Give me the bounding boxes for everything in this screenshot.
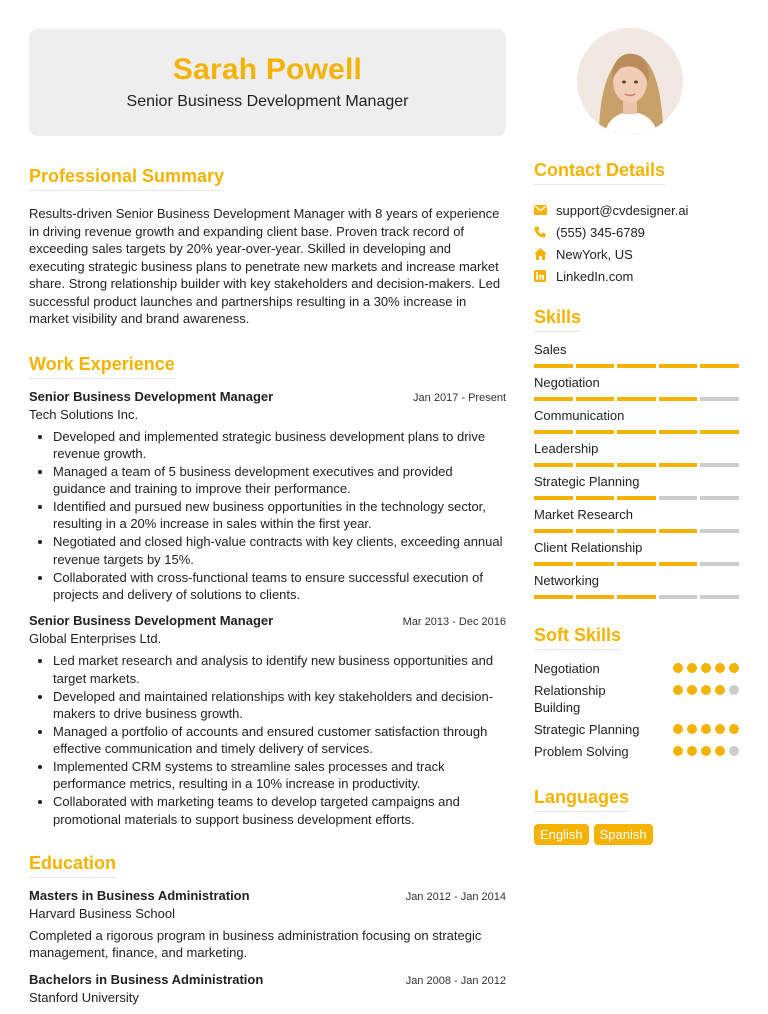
skill-level-segment	[617, 496, 656, 500]
job-bullet: Collaborated with marketing teams to develop targeted campaigns and promotional materials to support business development efforts.	[29, 793, 506, 828]
rating-dot	[715, 746, 725, 756]
soft-skill-rating	[673, 721, 739, 734]
skill-label: Sales	[534, 342, 567, 357]
education-date: Jan 2008 - Jan 2012	[405, 974, 506, 987]
skill-level-segment	[700, 397, 739, 401]
soft-skill-rating	[673, 743, 739, 756]
skill-item	[534, 408, 739, 434]
soft-skill-item	[534, 743, 739, 760]
language-badge: English	[534, 824, 589, 845]
skill-level-segment	[659, 496, 698, 500]
skill-level-segment	[659, 397, 698, 401]
job-entry	[29, 389, 506, 604]
languages-heading: Languages	[534, 787, 629, 812]
language-badge: Spanish	[594, 824, 653, 845]
education-entry	[29, 888, 506, 962]
soft-skill-rating	[673, 660, 739, 673]
skill-level-segment	[534, 364, 573, 368]
candidate-title: Senior Business Development Manager	[126, 93, 409, 110]
skill-level-segment	[617, 595, 656, 599]
contact-heading: Contact Details	[534, 160, 665, 185]
skill-level-segment	[576, 595, 615, 599]
contact-list	[534, 199, 739, 287]
contact-linkedin[interactable]	[534, 265, 739, 287]
job-bullet: Implemented CRM systems to streamline sales processes and track performance metrics, resulting in a 10% increase in productivity.	[29, 758, 506, 793]
education-date: Jan 2012 - Jan 2014	[405, 890, 506, 903]
job-bullet: Managed a team of 5 business development executives and provided guidance and training to improve their performance.	[29, 463, 506, 498]
skill-level-segment	[576, 364, 615, 368]
skill-item	[534, 441, 739, 467]
job-bullets	[29, 428, 506, 604]
skill-level-segment	[617, 463, 656, 467]
skill-level-segment	[534, 562, 573, 566]
education-description: Completed a rigorous program in business administration focusing on strategic management, finance, and marketing.	[29, 927, 482, 961]
school-name: Stanford University	[29, 989, 139, 1005]
job-title: Senior Business Development Manager	[29, 388, 274, 404]
skill-level-segment	[700, 496, 739, 500]
skill-level-segment	[659, 463, 698, 467]
degree-title: Masters in Business Administration	[29, 887, 250, 903]
skill-level-bar	[534, 463, 739, 467]
skill-level-segment	[617, 364, 656, 368]
skill-level-segment	[576, 562, 615, 566]
job-bullet: Developed and implemented strategic business development plans to drive revenue growth.	[29, 428, 506, 463]
rating-dot	[687, 746, 697, 756]
soft-skill-label: Negotiation	[534, 661, 600, 676]
rating-dot	[729, 685, 739, 695]
candidate-name: Sarah Powell	[172, 53, 363, 86]
job-company: Tech Solutions Inc.	[29, 406, 139, 422]
skill-item	[534, 573, 739, 599]
rating-dot	[701, 685, 711, 695]
rating-dot	[687, 685, 697, 695]
profile-photo-illustration	[577, 28, 683, 134]
skill-level-segment	[534, 430, 573, 434]
skill-level-segment	[534, 463, 573, 467]
phone-icon	[534, 226, 556, 238]
rating-dot	[673, 663, 683, 673]
contact-phone[interactable]	[534, 221, 739, 243]
skill-item	[534, 474, 739, 500]
rating-dot	[701, 663, 711, 673]
rating-dot	[729, 663, 739, 673]
contact-location-text: NewYork, US	[556, 246, 633, 262]
profile-photo	[577, 28, 683, 134]
skill-level-bar	[534, 496, 739, 500]
skill-label: Negotiation	[534, 375, 600, 390]
skill-level-segment	[659, 529, 698, 533]
soft-skill-label: Problem Solving	[534, 744, 629, 759]
rating-dot	[729, 746, 739, 756]
home-icon	[534, 248, 556, 260]
education-entry	[29, 972, 506, 1005]
rating-dot	[729, 724, 739, 734]
skill-level-segment	[576, 496, 615, 500]
soft-skill-item	[534, 660, 739, 677]
job-bullet: Collaborated with cross-functional teams to ensure successful execution of projects and delivery of solutions to clients.	[29, 569, 506, 604]
job-date: Jan 2017 - Present	[413, 391, 506, 404]
skill-level-segment	[617, 562, 656, 566]
contact-linkedin-text: LinkedIn.com	[556, 268, 634, 284]
job-title: Senior Business Development Manager	[29, 613, 274, 629]
right-column	[534, 160, 739, 845]
skill-level-segment	[700, 463, 739, 467]
left-column	[29, 166, 506, 1005]
rating-dot	[715, 724, 725, 734]
languages-list	[534, 824, 739, 845]
soft-skill-item	[534, 721, 739, 738]
skill-item	[534, 375, 739, 401]
skill-level-segment	[659, 562, 698, 566]
skill-level-segment	[534, 397, 573, 401]
job-bullets	[29, 652, 506, 828]
header-box	[29, 29, 506, 136]
skill-level-segment	[576, 397, 615, 401]
skill-level-bar	[534, 562, 739, 566]
skill-label: Communication	[534, 408, 625, 423]
rating-dot	[701, 746, 711, 756]
contact-email-text: support@cvdesigner.ai	[556, 202, 689, 218]
job-date: Mar 2013 - Dec 2016	[402, 616, 506, 629]
summary-heading: Professional Summary	[29, 166, 224, 191]
skill-level-segment	[534, 595, 573, 599]
skill-level-bar	[534, 430, 739, 434]
skill-level-segment	[617, 397, 656, 401]
degree-title: Bachelors in Business Administration	[29, 971, 264, 987]
rating-dot	[673, 724, 683, 734]
rating-dot	[687, 724, 697, 734]
skill-level-bar	[534, 529, 739, 533]
soft-skills-list	[534, 660, 739, 760]
job-bullet: Negotiated and closed high-value contracts with key clients, exceeding annual revenue targets by 15%.	[29, 533, 506, 568]
skill-level-segment	[700, 595, 739, 599]
job-bullet: Led market research and analysis to identify new business opportunities and target markets.	[29, 652, 506, 687]
rating-dot	[673, 685, 683, 695]
skill-label: Market Research	[534, 507, 633, 522]
soft-skills-heading: Soft Skills	[534, 625, 621, 650]
skill-level-segment	[534, 496, 573, 500]
rating-dot	[687, 663, 697, 673]
skill-level-segment	[659, 595, 698, 599]
skill-level-segment	[700, 529, 739, 533]
rating-dot	[673, 746, 683, 756]
skills-list	[534, 342, 739, 599]
soft-skill-label: Relationship Building	[534, 683, 606, 715]
contact-email[interactable]	[534, 199, 739, 221]
linkedin-icon	[534, 270, 556, 282]
work-heading: Work Experience	[29, 354, 175, 379]
skill-level-bar	[534, 595, 739, 599]
school-name: Harvard Business School	[29, 905, 175, 921]
skill-level-segment	[576, 430, 615, 434]
job-bullet: Identified and pursued new business opportunities in the technology sector, resulting in a 20% increase in sales within the first year.	[29, 498, 506, 533]
job-entry	[29, 613, 506, 828]
skill-level-segment	[576, 463, 615, 467]
skill-level-segment	[617, 529, 656, 533]
rating-dot	[701, 724, 711, 734]
skill-level-segment	[576, 529, 615, 533]
skill-level-bar	[534, 397, 739, 401]
summary-text: Results-driven Senior Business Development Manager with 8 years of experience in driving revenue growth and expanding client base. Proven track record of exceeding sales targets by 20% year-over-year. Skilled in developing and executing strategic business plans to penetrate new markets and increase market share. Strong relationship builder with key stakeholders and decision-makers. Led successful product launches and partnerships resulting in a 30% increase in market visibility and brand awareness.	[29, 206, 501, 326]
skill-item	[534, 342, 739, 368]
job-bullet: Managed a portfolio of accounts and ensured customer satisfaction through effective communication and timely delivery of services.	[29, 723, 506, 758]
skill-level-bar	[534, 364, 739, 368]
job-bullet: Developed and maintained relationships with key stakeholders and decision-makers to drive business growth.	[29, 688, 506, 723]
soft-skill-label: Strategic Planning	[534, 722, 640, 737]
skill-level-segment	[659, 364, 698, 368]
skill-level-segment	[700, 364, 739, 368]
rating-dot	[715, 663, 725, 673]
skills-heading: Skills	[534, 307, 581, 332]
skill-label: Client Relationship	[534, 540, 643, 555]
contact-phone-text: (555) 345-6789	[556, 224, 645, 240]
rating-dot	[715, 685, 725, 695]
skill-item	[534, 540, 739, 566]
skill-label: Strategic Planning	[534, 474, 640, 489]
skill-item	[534, 507, 739, 533]
skill-level-segment	[659, 430, 698, 434]
skill-label: Leadership	[534, 441, 599, 456]
skill-level-segment	[700, 562, 739, 566]
envelope-icon	[534, 205, 556, 215]
skill-level-segment	[534, 529, 573, 533]
education-heading: Education	[29, 853, 116, 878]
contact-location	[534, 243, 739, 265]
skill-level-segment	[617, 430, 656, 434]
soft-skill-rating	[673, 682, 739, 695]
skill-label: Networking	[534, 573, 600, 588]
job-company: Global Enterprises Ltd.	[29, 631, 162, 647]
soft-skill-item	[534, 682, 739, 716]
skill-level-segment	[700, 430, 739, 434]
